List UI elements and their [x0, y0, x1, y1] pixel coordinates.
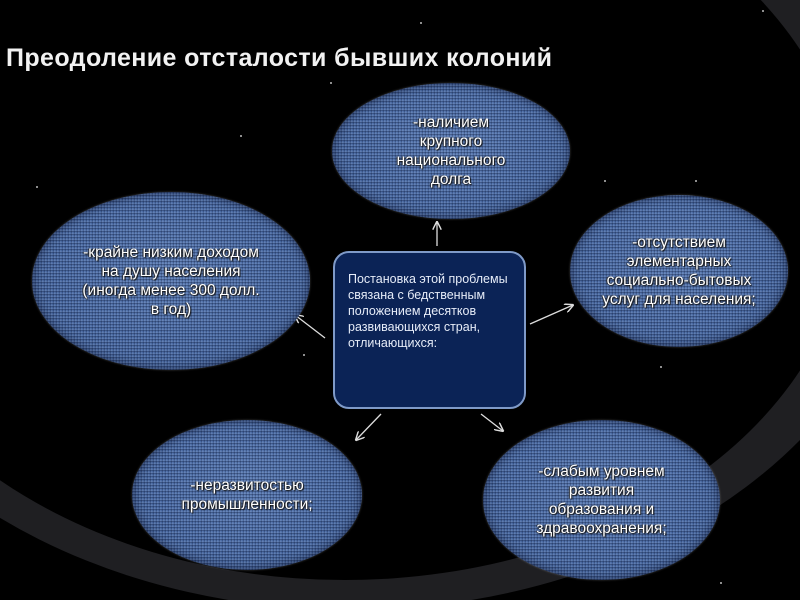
arrow-to-industry — [356, 414, 381, 440]
oval-industry-text: -неразвитостью промышленности; — [181, 477, 313, 513]
oval-education-health-text: -слабым уровнем развития образования и здравоохранения; — [536, 463, 667, 537]
oval-education-health — [483, 420, 720, 580]
oval-social-services — [570, 195, 788, 347]
oval-low-income — [32, 192, 310, 370]
oval-national-debt — [332, 83, 570, 219]
center-statement-box — [333, 251, 526, 409]
arrow-to-services — [530, 305, 573, 324]
arrow-to-income — [295, 315, 325, 338]
oval-industry — [132, 420, 362, 570]
slide-title: Преодоление отсталости бывших колоний — [6, 44, 553, 72]
center-statement-text: Постановка этой проблемы связана с бедственным положением десятков развивающихся стран, отличающихся: — [348, 272, 508, 350]
arrow-to-education — [481, 414, 503, 431]
oval-low-income-text: -крайне низким доходом на душу населения (иногда менее 300 долл. в год) — [82, 244, 260, 318]
oval-social-services-text: -отсутствием элементарных социально-бытовых услуг для населения; — [602, 234, 756, 308]
oval-national-debt-text: -наличием крупного национального долга — [396, 114, 506, 188]
